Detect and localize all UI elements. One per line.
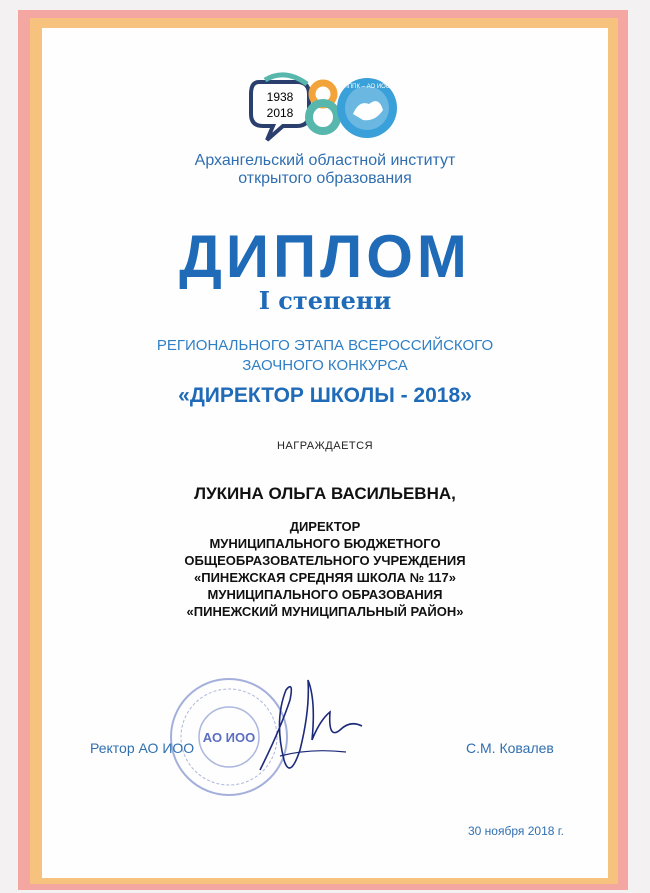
institute-name-line1: Архангельский областной институт [194,152,456,169]
logo-year-end: 2018 [266,106,294,120]
logo-year-start: 1938 [266,90,294,104]
stage-line2: ЗАОЧНОГО КОНКУРСА [242,357,408,374]
handwritten-signature [250,660,400,790]
stamp-text: АО ИОО [202,730,256,745]
signer-name: С.М. Ковалев [466,740,554,756]
institute-name-line2: открытого образования [238,170,412,187]
stage-description [0,336,650,376]
recipient-name: ЛУКИНА ОЛЬГА ВАСИЛЬЕВНА, [194,484,456,503]
position-line: «ПИНЕЖСКАЯ СРЕДНЯЯ ШКОЛА № 117» [194,570,456,585]
position-line: «ПИНЕЖСКИЙ МУНИЦИПАЛЬНЫЙ РАЙОН» [186,604,464,619]
position-line: МУНИЦИПАЛЬНОГО БЮДЖЕТНОГО [209,536,441,551]
position-line: ДИРЕКТОР [289,519,361,534]
stage-line1: РЕГИОНАЛЬНОГО ЭТАПА ВСЕРОССИЙСКОГО [156,337,494,354]
position-line: МУНИЦИПАЛЬНОГО ОБРАЗОВАНИЯ [207,587,443,602]
issue-date: 30 ноября 2018 г. [468,824,564,838]
rector-label: Ректор АО ИОО [90,740,195,756]
contest-name: «ДИРЕКТОР ШКОЛЫ - 2018» [178,384,472,407]
anniversary-logo [245,70,405,150]
diploma-title: ДИПЛОМ [179,223,471,290]
diploma-degree: I степени [258,286,392,315]
awarded-label: НАГРАЖДАЕТСЯ [276,440,374,452]
position-line: ОБЩЕОБРАЗОВАТЕЛЬНОГО УЧРЕЖДЕНИЯ [184,553,466,568]
emblem-text: ИППК – АО ИОО [343,84,391,90]
